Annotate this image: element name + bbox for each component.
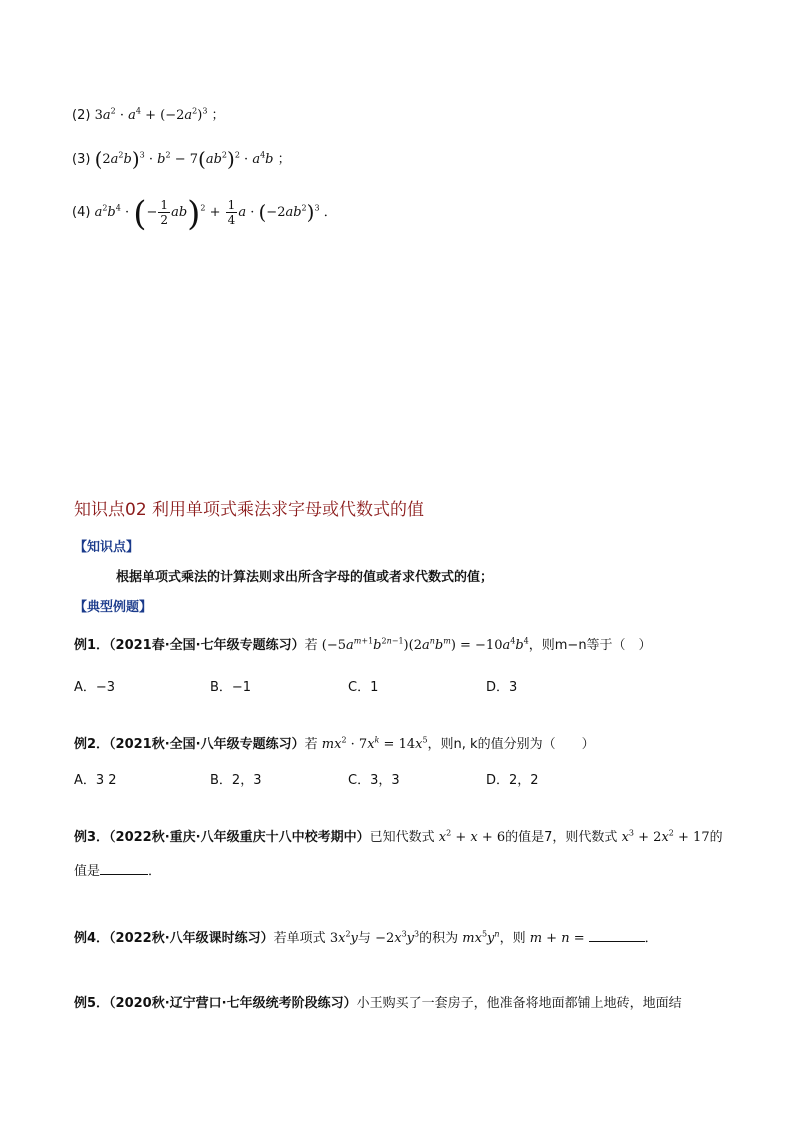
section-title: 知识点02 利用单项式乘法求字母或代数式的值	[74, 500, 425, 520]
option-c[interactable]: C．1	[348, 680, 379, 695]
math-expression: $x^3 + 2x^2 + 17$	[621, 828, 710, 845]
knowledge-tag: 【知识点】	[74, 540, 140, 555]
example-end: ．	[148, 864, 162, 879]
punctuation: ；	[277, 152, 291, 167]
example-rest: ，则m−n等于（ ）	[528, 638, 652, 653]
example-4	[74, 929, 658, 948]
example-lead: 若单项式	[273, 931, 326, 946]
math-expression: $-2x^3y^3$	[375, 929, 420, 946]
example-source: （2021秋·全国·八年级专题练习）	[109, 737, 305, 752]
example-source: （2022秋·八年级课时练习）	[109, 931, 274, 946]
answer-blank[interactable]	[100, 862, 148, 875]
option-a[interactable]: A．−3	[74, 680, 116, 695]
example-3-line-2	[74, 862, 161, 881]
option-a[interactable]: A．3 2	[74, 773, 117, 788]
example-rest: ，则n, k的值分别为（ ）	[427, 737, 595, 752]
example-label: 例2．	[74, 737, 110, 752]
example-lead: 若	[304, 737, 318, 752]
example-label: 例5．	[74, 996, 110, 1011]
math-expression: $mx^2 \cdot 7x^k = 14x^5$	[321, 735, 428, 752]
example-5	[74, 996, 682, 1013]
option-d[interactable]: D．2，2	[486, 773, 539, 788]
example-mid: ，则	[499, 931, 526, 946]
example-tail: 的	[709, 830, 723, 845]
problem-4	[72, 192, 337, 236]
example-label: 例4．	[74, 931, 110, 946]
option-b[interactable]: B．−1	[210, 680, 252, 695]
example-3	[74, 830, 723, 847]
problem-2	[72, 108, 225, 125]
example-source: （2022秋·重庆·八年级重庆十八中校考期中）	[109, 830, 370, 845]
example-end: ．	[644, 931, 658, 946]
example-mid: 与	[357, 931, 371, 946]
answer-blank[interactable]	[589, 929, 645, 942]
example-2	[74, 737, 595, 754]
math-expression: $a^2b^4$ · (− $\frac{1}{2}$ ab)$^2$ + $\frac{1}{4}$ $a \cdot (-2ab^2)^3$	[94, 194, 320, 234]
math-expression: $(-5a^{m+1}b^{2n-1})(2a^nb^m) = -10a^4b^4$	[321, 636, 529, 653]
example-lead: 已知代数式	[369, 830, 435, 845]
example-source: （2021春·全国·七年级专题练习）	[109, 638, 305, 653]
example-label: 例1．	[74, 638, 110, 653]
math-expression: $mx^5y^n$	[462, 929, 500, 946]
example-lead: 若	[304, 638, 318, 653]
math-expression: $x^2 + x + 6$	[438, 828, 506, 845]
example-text: 小王购买了一套房子，他准备将地面都铺上地砖，地面结	[356, 996, 682, 1011]
examples-tag: 【典型例题】	[74, 600, 153, 615]
knowledge-text: 根据单项式乘法的计算法则求出所含字母的值或者求代数式的值；	[116, 570, 494, 585]
problem-label: (3)	[72, 152, 91, 167]
problem-label: (2)	[72, 108, 91, 123]
math-expression: $3a^2 \cdot a^4 + (-2a^2)^3$	[94, 106, 208, 123]
math-expression: m + n =	[529, 931, 585, 946]
example-source: （2020秋·辽宁营口·七年级统考阶段练习）	[109, 996, 357, 1011]
example-1	[74, 638, 652, 655]
problem-3	[72, 146, 291, 172]
punctuation: ；	[211, 108, 225, 123]
math-expression: $(2a^2b)^3 \cdot b^2 - 7(ab^2)^2 \cdot a^4b$	[94, 147, 274, 171]
example-line2: 值是	[74, 864, 101, 879]
math-expression: $3x^2y$	[329, 929, 358, 946]
example-mid: 的积为	[419, 931, 459, 946]
option-d[interactable]: D．3	[486, 680, 518, 695]
problem-label: (4)	[72, 205, 91, 220]
option-b[interactable]: B．2，3	[210, 773, 262, 788]
example-mid: 的值是7，则代数式	[505, 830, 618, 845]
example-label: 例3．	[74, 830, 110, 845]
punctuation: ．	[323, 205, 337, 220]
option-c[interactable]: C．3，3	[348, 773, 400, 788]
